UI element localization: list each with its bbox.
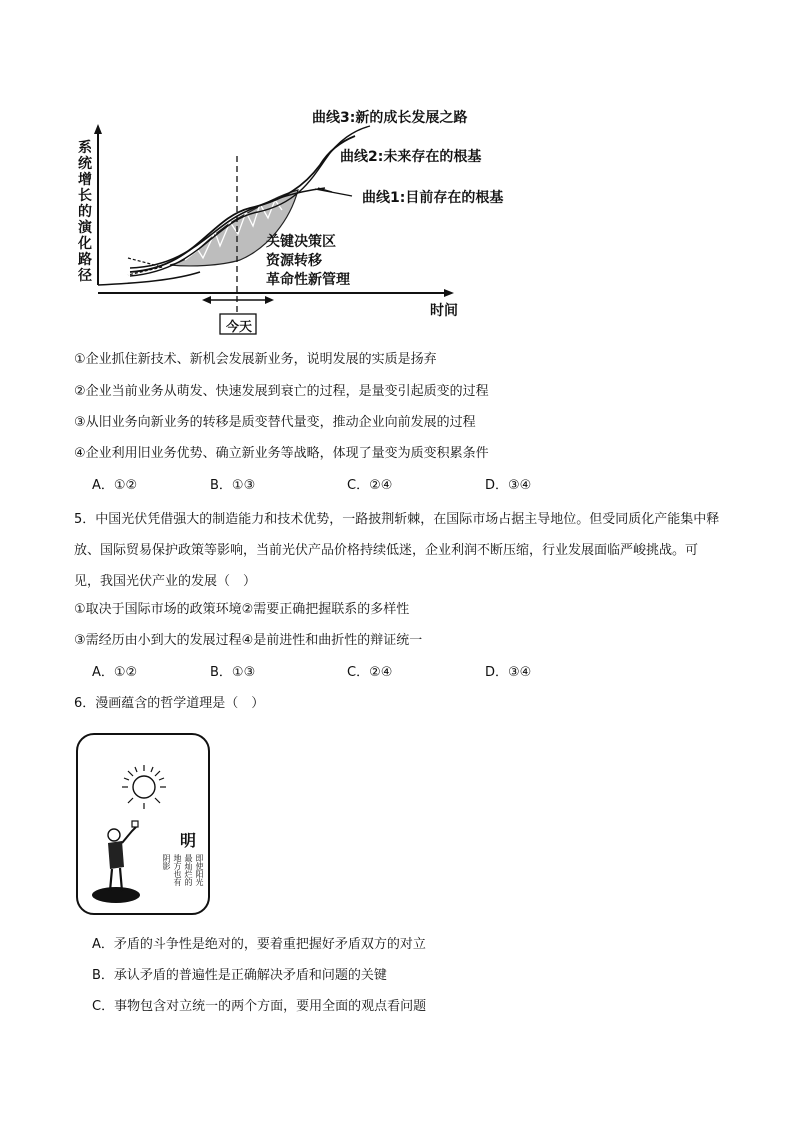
q4-choice-b[interactable]: B．①③	[210, 478, 256, 493]
q4-choices	[92, 477, 592, 497]
cartoon-text-4: 阴影	[162, 854, 171, 870]
q6-stem: 6．漫画蕴含的哲学道理是（ ）	[74, 696, 265, 711]
decision-zone-label-2: 资源转移	[266, 253, 322, 269]
decision-zone-label-3: 革命性新管理	[266, 272, 350, 288]
q5-stem: 5．中国光伏凭借强大的制造能力和技术优势，一路披荆斩棘，在国际市场占据主导地位。但受同质化产能集中释放、国际贸易保护政策等影响，当前光伏产品价格持续低迷，企业利润不断压缩，行业发展面临严峻挑战。可见，我国光伏产业的发展（ ）	[74, 512, 720, 589]
q4-choice-c[interactable]: C．②④	[347, 478, 393, 493]
decision-zone-label-1: 关键决策区	[266, 234, 336, 250]
cartoon-text-2: 最灿烂的	[184, 854, 193, 886]
curve3-label: 曲线3:新的成长发展之路	[312, 110, 468, 126]
x-axis-label: 时间	[430, 303, 458, 319]
q4-option-4: ④企业利用旧业务优势、确立新业务等战略，体现了量变为质变积累条件	[74, 446, 489, 461]
q5-choice-a[interactable]: A．①②	[92, 665, 138, 680]
q4-choice-a[interactable]: A．①②	[92, 478, 138, 493]
today-label: 今天	[225, 320, 252, 335]
q5-choices	[92, 664, 592, 684]
q5-option-2: ③需经历由小到大的发展过程④是前进性和曲折性的辩证统一	[74, 633, 423, 648]
cartoon-text-3: 地方也有	[173, 854, 182, 886]
q4-option-3: ③从旧业务向新业务的转移是质变替代量变，推动企业向前发展的过程	[74, 415, 476, 430]
curve2-label: 曲线2:未来存在的根基	[340, 149, 482, 165]
curve1-label: 曲线1:目前存在的根基	[362, 190, 504, 206]
cartoon-title: 明	[180, 831, 197, 850]
q6-choice-b[interactable]: B．承认矛盾的普遍性是正确解决矛盾和问题的关键	[92, 968, 387, 983]
q4-option-2: ②企业当前业务从萌发、快速发展到衰亡的过程，是量变引起质变的过程	[74, 384, 489, 399]
q5-choice-b[interactable]: B．①③	[210, 665, 256, 680]
y-axis-label: 系统增长的演化路径	[78, 140, 92, 284]
cartoon-text	[150, 854, 204, 898]
q6-choice-c[interactable]: C．事物包含对立统一的两个方面，要用全面的观点看问题	[92, 999, 427, 1014]
q6-choice-a[interactable]: A．矛盾的斗争性是绝对的，要着重把握好矛盾双方的对立	[92, 937, 426, 952]
cartoon-text-1: 即使阳光	[195, 854, 204, 886]
q4-option-1: ①企业抓住新技术、新机会发展新业务，说明发展的实质是扬弃	[74, 352, 437, 367]
q5-choice-d[interactable]: D．③④	[485, 665, 532, 680]
q5-choice-c[interactable]: C．②④	[347, 665, 393, 680]
q4-choice-d[interactable]: D．③④	[485, 478, 532, 493]
q5-option-1: ①取决于国际市场的政策环境②需要正确把握联系的多样性	[74, 602, 410, 617]
